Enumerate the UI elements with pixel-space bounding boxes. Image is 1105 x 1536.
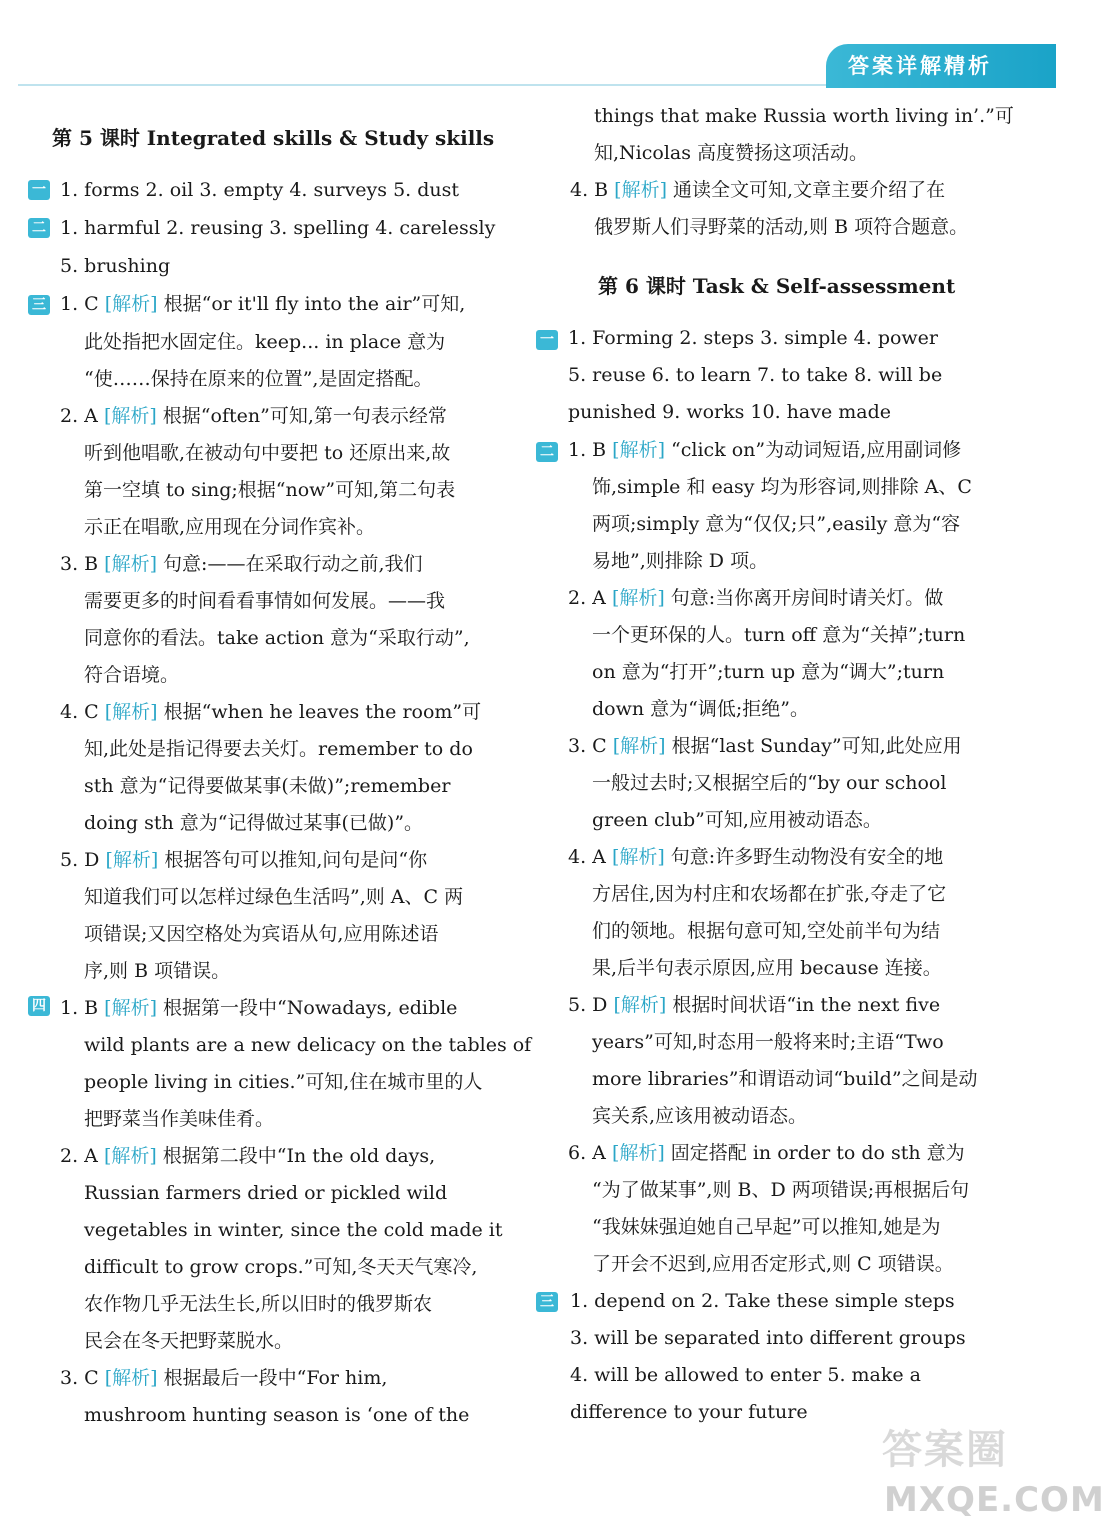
answer-line: 民会在冬天把野菜脱水。 [84,1330,294,1352]
answer-line: 一般过去时;又根据空后的“by our school [592,772,947,794]
answer-line: 知,此处是指记得要去关灯。remember to do [84,738,473,760]
answer-line: 3. B [解析] 句意:——在采取行动之前,我们 [60,553,423,575]
answer-line: 6. A [解析] 固定搭配 in order to do sth 意为 [568,1142,965,1164]
analysis-tag: [解析] [612,735,666,757]
answer-line: 5. D [解析] 根据答句可以推知,问句是问“你 [60,849,428,871]
answer-line: 3. will be separated into different groups [570,1327,966,1349]
answer-line: down 意为“调低;拒绝”。 [592,698,809,720]
answer-line: 第一空填 to sing;根据“now”可知,第二句表 [84,479,456,501]
answer-line: 听到他唱歌,在被动句中要把 to 还原出来,故 [84,442,451,464]
answer-line: things that make Russia worth living in’.”可 [594,105,1014,127]
lesson-6-heading: 第 6 课时 Task & Self-assessment [598,274,956,298]
answer-line: 4. A [解析] 句意:许多野生动物没有安全的地 [568,846,944,868]
answer-line: “使……保持在原来的位置”,是固定搭配。 [84,368,433,390]
answer-line: 1. B [解析] “click on”为动词短语,应用副词修 [568,439,962,461]
answer-line: 俄罗斯人们寻野菜的活动,则 B 项符合题意。 [594,216,969,238]
lesson-5-heading: 第 5 课时 Integrated skills & Study skills [52,126,495,150]
answer-line: 2. A [解析] 根据第二段中“In the old days, [60,1145,436,1167]
answer-line: 同意你的看法。take action 意为“采取行动”, [84,627,470,649]
watermark-url: MXQE.COM [884,1480,1105,1520]
answer-line: 果,后半句表示原因,应用 because 连接。 [592,957,942,979]
answer-line: 宾关系,应该用被动语态。 [592,1105,808,1127]
section-badge-3: 三 [536,1292,558,1312]
analysis-tag: [解析] [612,439,665,461]
header-rule [18,84,830,86]
answer-line: difficult to grow crops.”可知,冬天天气寒冷, [84,1256,478,1278]
analysis-tag: [解析] [611,587,665,609]
answer-line: difference to your future [570,1401,808,1423]
answer-line: 知,Nicolas 高度赞扬这项活动。 [594,142,869,164]
answer-line: 4. B [解析] 通读全文可知,文章主要介绍了在 [570,179,946,201]
section-badge-2: 二 [536,442,558,462]
answer-line: wild plants are a new delicacy on the tables of [84,1034,532,1056]
answer-line: more libraries”和谓语动词“build”之间是动 [592,1068,978,1090]
answer-line: 农作物几乎无法生长,所以旧时的俄罗斯农 [84,1293,433,1315]
answer-line: 一个更环保的人。turn off 意为“关掉”;turn [592,624,966,646]
answer-line: doing sth 意为“记得做过某事(已做)”。 [84,812,424,834]
answer-line: 1. harmful 2. reusing 3. spelling 4. carelessly [60,217,496,239]
answer-line: 5. reuse 6. to learn 7. to take 8. will be [568,364,943,386]
answer-line: years”可知,时态用一般将来时;主语“Two [592,1031,944,1053]
answer-line: sth 意为“记得要做某事(未做)”;remember [84,775,451,797]
answer-line: 1. forms 2. oil 3. empty 4. surveys 5. dust [60,179,460,201]
section-tab: 答案详解精析 [826,44,1056,88]
answer-line: 1. C [解析] 根据“or it'll fly into the air”可知, [60,293,466,315]
answer-line: 示正在唱歌,应用现在分词作宾补。 [84,516,376,538]
answer-line: punished 9. works 10. have made [568,401,891,423]
answer-line: Russian farmers dried or pickled wild [84,1182,448,1204]
answer-line: vegetables in winter, since the cold made it [84,1219,503,1241]
answer-line: 饰,simple 和 easy 均为形容词,则排除 A、C [592,476,972,498]
answer-line: 把野菜当作美味佳肴。 [84,1108,275,1130]
watermark-logo [880,1418,1105,1528]
answer-line: 们的领地。根据句意可知,空处前半句为结 [592,920,941,942]
analysis-tag: [解析] [611,846,665,868]
answer-line: 1. B [解析] 根据第一段中“Nowadays, edible [60,997,458,1019]
section-badge-2: 二 [28,218,50,238]
answer-line: 易地”,则排除 D 项。 [592,550,769,572]
answer-line: 项错误;又因空格处为宾语从句,应用陈述语 [84,923,439,945]
section-badge-1: 一 [28,180,50,200]
answer-line: green club”可知,应用被动语态。 [592,809,882,831]
answer-line: 1. depend on 2. Take these simple steps [570,1290,955,1312]
answer-line: 符合语境。 [84,664,180,686]
analysis-tag: [解析] [613,994,667,1016]
answer-line: “我妹妹强迫她自己早起”可以推知,她是为 [592,1216,941,1238]
answer-line: 1. Forming 2. steps 3. simple 4. power [568,327,939,349]
answer-line: 此处指把水固定住。keep... in place 意为 [84,331,446,353]
answer-line: 了开会不迟到,应用否定形式,则 C 项错误。 [592,1253,954,1275]
analysis-tag: [解析] [105,849,159,871]
analysis-tag: [解析] [614,179,667,201]
analysis-tag: [解析] [103,405,157,427]
answer-line: 4. will be allowed to enter 5. make a [570,1364,922,1386]
answer-line: 知道我们可以怎样过绿色生活吗”,则 A、C 两 [84,886,464,908]
answer-line: 2. A [解析] 句意:当你离开房间时请关灯。做 [568,587,944,609]
answer-line: 4. C [解析] 根据“when he leaves the room”可 [60,701,482,723]
analysis-tag: [解析] [104,701,158,723]
analysis-tag: [解析] [103,1145,157,1167]
answer-line: “为了做某事”,则 B、D 两项错误;再根据后句 [592,1179,970,1201]
answer-line: 序,则 B 项错误。 [84,960,231,982]
answer-line: on 意为“打开”;turn up 意为“调大”;turn [592,661,945,683]
analysis-tag: [解析] [104,1367,158,1389]
analysis-tag: [解析] [104,997,157,1019]
answer-line: 需要更多的时间看看事情如何发展。——我 [84,590,446,612]
section-badge-1: 一 [536,330,558,350]
answer-line: 5. brushing [60,255,171,277]
analysis-tag: [解析] [104,293,158,315]
answer-line: 2. A [解析] 根据“often”可知,第一句表示经常 [60,405,447,427]
answer-line: 5. D [解析] 根据时间状语“in the next five [568,994,941,1016]
answer-line: 两项;simply 意为“仅仅;只”,easily 意为“容 [592,513,961,535]
answer-line: 3. C [解析] 根据“last Sunday”可知,此处应用 [568,735,962,757]
answer-line: 3. C [解析] 根据最后一段中“For him, [60,1367,388,1389]
analysis-tag: [解析] [611,1142,665,1164]
answer-line: people living in cities.”可知,住在城市里的人 [84,1071,483,1093]
answer-line: 方居住,因为村庄和农场都在扩张,夺走了它 [592,883,947,905]
analysis-tag: [解析] [104,553,157,575]
section-badge-3: 三 [28,295,50,315]
section-badge-4: 四 [28,996,50,1016]
watermark-title: 答案圈 [882,1427,1008,1473]
answer-line: mushroom hunting season is ‘one of the [84,1404,470,1426]
